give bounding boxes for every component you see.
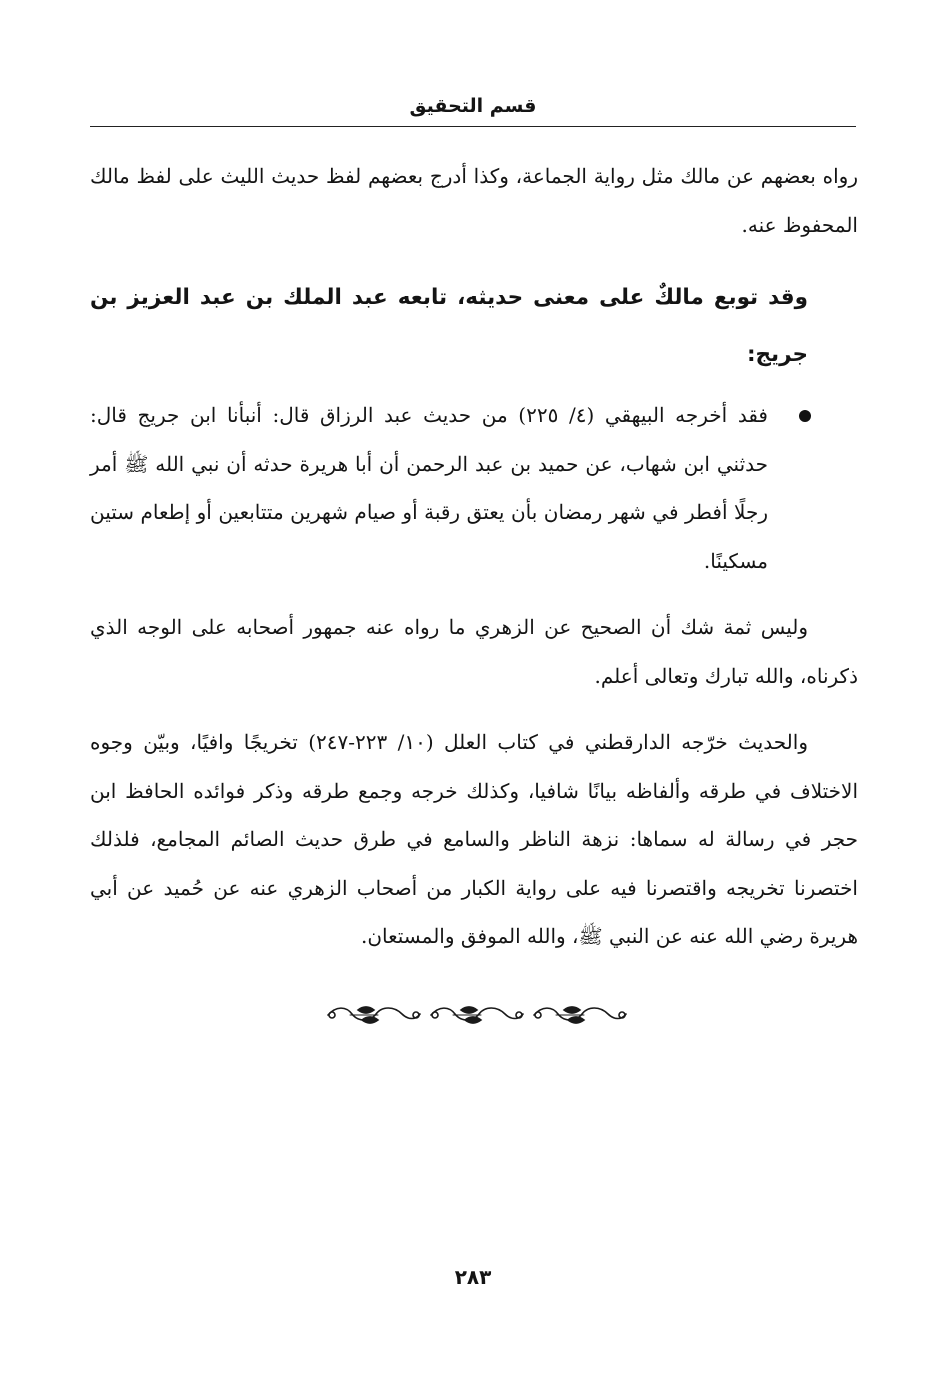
header-divider	[90, 126, 856, 127]
bullet-dot-icon	[799, 410, 811, 422]
ornament-unit	[431, 1007, 523, 1023]
section-heading: وقد توبع مالكٌ على معنى حديثه، تابعه عبد الملك بن عبد العزيز بن جريج:	[90, 285, 808, 367]
paragraph-1: رواه بعضهم عن مالك مثل رواية الجماعة، وكذا أدرج بعضهم لفظ حديث الليث على لفظ مالك المحفوظ عنه.	[90, 164, 858, 237]
paragraph-2: وليس ثمة شك أن الصحيح عن الزهري ما رواه عنه جمهور أصحابه على الوجه الذي ذكرناه، والله تبارك وتعالى أعلم.	[90, 615, 858, 688]
ornament-unit	[328, 1007, 420, 1023]
page-body	[90, 152, 858, 979]
running-header-title: قسم التحقيق	[409, 95, 537, 117]
bullet-item	[90, 391, 858, 585]
bullet-text: فقد أخرجه البيهقي (٤/ ٢٢٥) من حديث عبد الرزاق قال: أنبأنا ابن جريج قال: حدثني ابن شهاب، عن حميد بن عبد الرحمن أن أبا هريرة حدثه أن نبي الله ﷺ أمر رجلًا أفطر في شهر رمضان بأن يعتق رقبة أو صيام شهرين متتابعين أو إطعام ستين مسكينًا.	[90, 403, 768, 573]
paragraph-3: والحديث خرّجه الدارقطني في كتاب العلل (١٠/ ٢٢٣-٢٤٧) تخريجًا وافيًا، وبيّن وجوه الاختلاف في طرقه وألفاظه بيانًا شافيا، وكذلك خرجه وجمع طرقه وذكر فوائده الحافظ ابن حجر في رسالة له سماها: نزهة الناظر والسامع في طرق حديث الصائم المجامع، فلذلك اختصرنا تخريجه واقتصرنا فيه على رواية الكبار من أصحاب الزهري عنه عن حُميد عن أبي هريرة رضي الله عنه عن النبي ﷺ، والله الموفق والمستعان.	[90, 730, 858, 948]
floral-divider-icon	[322, 1000, 630, 1030]
page-number: ٢٨٣	[454, 1265, 492, 1289]
ornament-unit	[534, 1007, 626, 1023]
